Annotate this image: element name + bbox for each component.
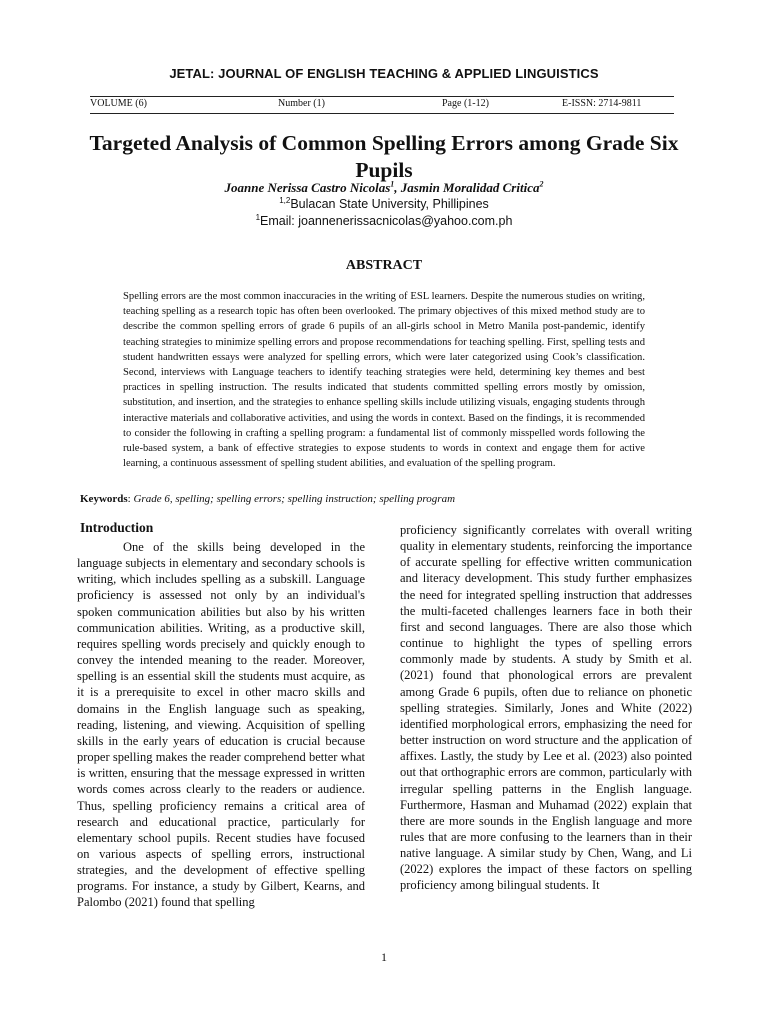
issn-label: E-ISSN: 2714-9811 <box>562 98 642 109</box>
paper-title: Targeted Analysis of Common Spelling Errors among Grade Six Pupils <box>89 131 679 182</box>
keywords-label: Keywords <box>80 493 128 505</box>
introduction-left-column: One of the skills being developed in the language subjects in elementary and secondary schools is writing, which includes spelling as a subskill. Language proficiency is assessed not only by an individual's spoken communication abilities but also by his written communication abilities. Writing, as a productive skill, requires spelling words precisely and quickly enough to convey the intended meaning to the reader. Moreover, spelling is an essential skill the students must acquire, as it is a prerequisite to excel in other macro skills and domains in the English language such as speaking, reading, listening, and viewing. Acquisition of spelling skills in the early years of education is crucial because proper spelling makes the reader comprehend better what is written, ensuring that the message expressed in written words comes across clearly to the readers or audience. Thus, spelling proficiency remains a critical area of research and educational practice, particularly for elementary school pupils. Recent studies have focused on various aspects of spelling errors, instructional strategies, and the development of effective spelling programs. For instance, a study by Gilbert, Kearns, and Palombo (2021) found that spelling <box>77 540 365 910</box>
number-label: Number (1) <box>278 98 325 109</box>
author-superscript: 1 <box>390 179 395 189</box>
email-text: Email: joannenerissacnicolas@yahoo.com.ph <box>260 214 513 228</box>
affiliation <box>0 197 768 211</box>
abstract-text: Spelling errors are the most common inaccuracies in the writing of ESL learners. Despite the numerous studies on writing, teaching spelling as a research topic has often been overlooked. The primary objectives of this mixed method study are to describe the common spelling errors of grade 6 pupils of an all-girls school in Metro Manila post-pandemic, identify teaching strategies to minimize spelling errors and propose recommendations for teaching spelling. First, spelling tests and student handwritten essays were analyzed for spelling errors, which were later categorized using Cook’s classification. Second, interviews with Language teachers to identify teaching strategies were held, determining key themes and best practices in spelling instruction. The results indicated that students committed spelling errors mostly by omission, substitution, and insertion, and the strategies to enhance spelling skills include utilizing visuals, engaging students through interactive materials and collaborative activities, and using the words in context. Based on the findings, it is recommended to consider the following in crafting a spelling program: a fundamental list of commonly misspelled words following the rule-based system, a bank of effective strategies to expose students to words in context and engage them for active learning, a continuous assessment of spelling student abilities, and evaluation of the spelling program. <box>123 291 645 470</box>
journal-name: JETAL: JOURNAL OF ENGLISH TEACHING & APPLIED LINGUISTICS <box>169 66 599 81</box>
author-line <box>0 180 768 196</box>
affiliation-superscript: 1,2 <box>279 195 291 205</box>
author-email <box>0 214 768 228</box>
issue-meta-bar <box>90 96 674 114</box>
keywords <box>80 493 700 505</box>
email-superscript: 1 <box>255 212 261 222</box>
introduction-right-column: proficiency significantly correlates with overall writing quality in elementary students, reinforcing the importance of accurate spelling for effective written communication and literacy development. This study further emphasizes the need for integrated spelling instruction that addresses the multi-faceted challenges learners face in both their first and second languages. There are also those which continue to highlight the types of spelling errors commonly made by students. A study by Smith et al. (2021) found that phonological errors are prevalent among Grade 6 pupils, often due to reliance on phonetic spelling strategies. Similarly, Jones and White (2022) identified morphological errors, emphasizing the need for better instruction on word structure and the application of affixes. Lastly, the study by Lee et al. (2023) also pointed out that orthographic errors are common, particularly with irregular spelling patterns in the English language. Furthermore, Hasman and Muhamad (2022) explain that there are more sounds in the English language and more rules that are more confusing to the learners than in their native language. A similar study by Chen, Wang, and Li (2022) explores the impact of these factors on spelling proficiency among bilingual students. It <box>400 523 692 893</box>
keywords-value: Grade 6, spelling; spelling errors; spelling instruction; spelling program <box>133 493 456 505</box>
keywords-colon: : <box>127 493 134 505</box>
affiliation-text: Bulacan State University, Phillipines <box>290 197 489 211</box>
author-name: Jasmin Moralidad Critica <box>400 180 540 195</box>
abstract-heading: ABSTRACT <box>345 258 423 273</box>
introduction-heading: Introduction <box>80 520 154 535</box>
page-number: 1 <box>381 950 387 964</box>
author-name: Joanne Nerissa Castro Nicolas <box>224 180 391 195</box>
pages-label: Page (1-12) <box>442 98 489 109</box>
volume-label: VOLUME (6) <box>90 98 147 109</box>
author-superscript: 2 <box>539 179 544 189</box>
author-separator: , <box>394 180 401 195</box>
